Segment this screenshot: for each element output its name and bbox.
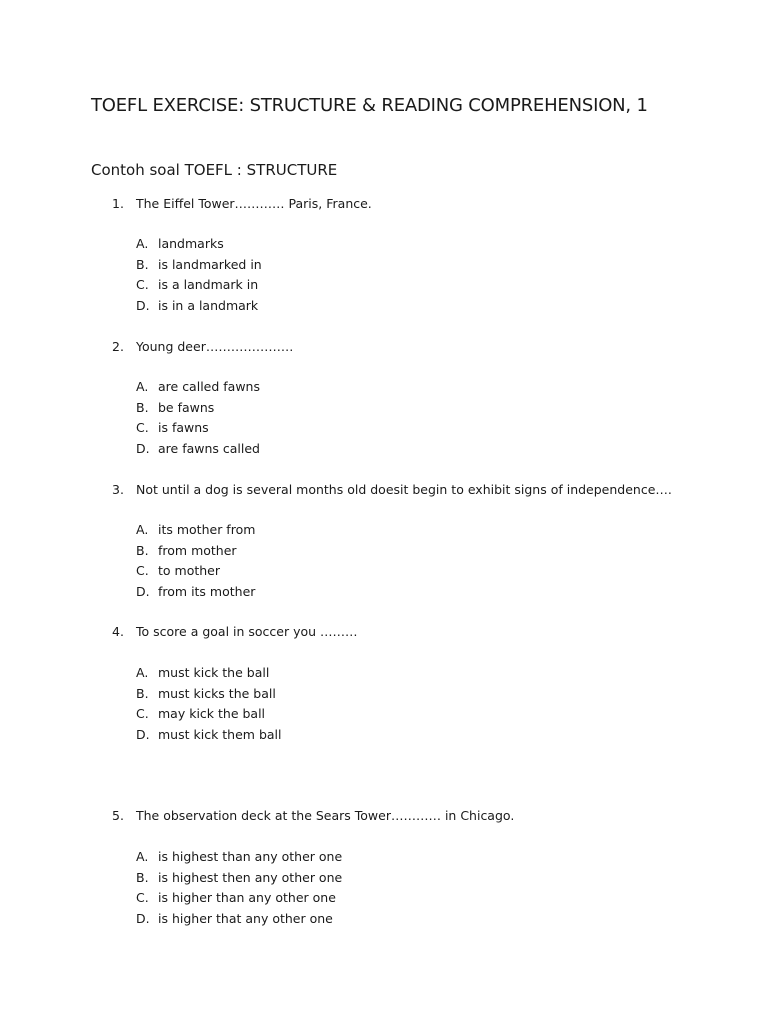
- answer-option-a: [136, 520, 255, 541]
- option-letter: A.: [136, 665, 149, 680]
- question-number: 3.: [112, 482, 124, 497]
- question-text: The Eiffel Tower………… Paris, France.: [136, 196, 372, 211]
- document-title: TOEFL EXERCISE: STRUCTURE & READING COMPREHENSION, 1: [91, 95, 648, 116]
- question-number: 2.: [112, 339, 124, 354]
- option-text: is landmarked in: [158, 256, 262, 272]
- answer-option-c: [136, 275, 262, 296]
- option-letter: A.: [136, 522, 149, 537]
- option-letter: C.: [136, 277, 149, 292]
- option-text: must kick them ball: [158, 726, 282, 742]
- question-text: The observation deck at the Sears Tower………… in Chicago.: [136, 808, 515, 823]
- option-letter: B.: [136, 542, 149, 558]
- question-stem: [112, 807, 712, 825]
- question-number: 5.: [112, 808, 124, 823]
- answer-option-c: [136, 561, 255, 582]
- question-3: [112, 481, 712, 599]
- option-letter: D.: [136, 297, 150, 313]
- answer-option-b: [136, 868, 342, 889]
- option-text: may kick the ball: [158, 706, 266, 721]
- option-text: is highest then any other one: [158, 869, 343, 885]
- question-1: [112, 195, 712, 313]
- option-letter: C.: [136, 706, 149, 721]
- answer-option-b: [136, 255, 262, 276]
- question-text: Young deer…………………: [136, 339, 294, 354]
- option-text: is higher that any other one: [158, 910, 333, 926]
- answer-option-a: [136, 234, 262, 255]
- answer-options: [136, 663, 282, 745]
- answer-option-d: [136, 296, 262, 317]
- option-letter: D.: [136, 440, 150, 456]
- option-letter: B.: [136, 399, 149, 415]
- question-text: To score a goal in soccer you ………: [136, 624, 358, 639]
- question-stem: [112, 195, 712, 213]
- option-text: is a landmark in: [158, 277, 259, 292]
- option-text: from its mother: [158, 583, 256, 599]
- option-text: is in a landmark: [158, 297, 259, 313]
- option-text: to mother: [158, 563, 220, 578]
- question-number: 4.: [112, 624, 124, 639]
- option-letter: B.: [136, 685, 149, 701]
- option-letter: B.: [136, 869, 149, 885]
- answer-option-c: [136, 704, 282, 725]
- answer-options: [136, 847, 342, 929]
- answer-option-a: [136, 847, 342, 868]
- option-text: are fawns called: [158, 440, 260, 456]
- section-heading: Contoh soal TOEFL : STRUCTURE: [91, 161, 338, 179]
- question-4: [112, 623, 712, 742]
- option-letter: A.: [136, 236, 149, 251]
- option-letter: C.: [136, 420, 149, 435]
- answer-options: [136, 377, 260, 459]
- question-stem: [112, 481, 712, 499]
- option-text: is higher than any other one: [158, 890, 336, 905]
- answer-options: [136, 234, 262, 316]
- answer-option-c: [136, 888, 342, 909]
- answer-option-b: [136, 398, 260, 419]
- question-stem: [112, 338, 712, 356]
- option-letter: A.: [136, 849, 149, 864]
- option-text: be fawns: [158, 399, 215, 415]
- option-text: from mother: [158, 542, 237, 558]
- answer-option-d: [136, 909, 342, 930]
- option-letter: D.: [136, 910, 150, 926]
- option-text: are called fawns: [158, 379, 260, 394]
- answer-option-b: [136, 684, 282, 705]
- question-text: Not until a dog is several months old doesit begin to exhibit signs of independence….: [136, 482, 672, 497]
- option-text: is fawns: [158, 420, 209, 435]
- question-2: [112, 338, 712, 456]
- answer-option-d: [136, 439, 260, 460]
- answer-options: [136, 520, 255, 602]
- option-letter: C.: [136, 563, 149, 578]
- answer-option-a: [136, 663, 282, 684]
- option-letter: C.: [136, 890, 149, 905]
- option-letter: B.: [136, 256, 149, 272]
- answer-option-d: [136, 725, 282, 746]
- option-letter: A.: [136, 379, 149, 394]
- answer-option-a: [136, 377, 260, 398]
- option-text: is highest than any other one: [158, 849, 343, 864]
- option-letter: D.: [136, 726, 150, 742]
- option-text: must kicks the ball: [158, 685, 276, 701]
- question-number: 1.: [112, 196, 124, 211]
- question-stem: [112, 623, 712, 641]
- option-text: its mother from: [158, 522, 256, 537]
- option-text: landmarks: [158, 236, 224, 251]
- option-text: must kick the ball: [158, 665, 270, 680]
- question-5: [112, 807, 712, 926]
- answer-option-c: [136, 418, 260, 439]
- answer-option-d: [136, 582, 255, 603]
- answer-option-b: [136, 541, 255, 562]
- option-letter: D.: [136, 583, 150, 599]
